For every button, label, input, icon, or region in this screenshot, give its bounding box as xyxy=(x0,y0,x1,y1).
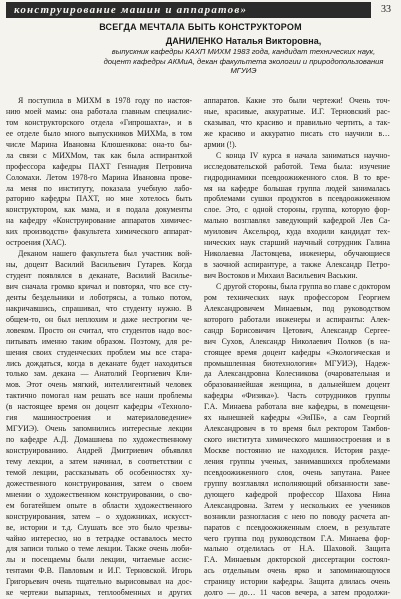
text-line: для записи только о теме лекции. Также очень люби- xyxy=(6,544,192,554)
text-line: группу возглавлял исполняющий обязанности заве- xyxy=(204,478,390,488)
text-line: армии (!). xyxy=(204,139,237,149)
text-line: мов. Этот очень мягкий, интеллигентный человек xyxy=(6,380,192,390)
text-line: Александровна. Затем у нескольких ее учеников xyxy=(204,500,390,510)
text-line: С конца IV курса я начала заниматься научно- xyxy=(216,150,390,160)
text-line: проблемами сушки продуктов в псевдоожиженном xyxy=(204,194,390,204)
text-line: только зам. декана — Анатолий Георгиевич Кли- xyxy=(6,369,192,379)
text-line: лы и посещаемы были лекции, читаемые ассис- xyxy=(6,555,192,565)
text-line: слое. Это, с одной стороны, группа, которую фор- xyxy=(204,205,390,215)
text-line: ловеком. Просто он считал, что студентов надо вос- xyxy=(6,325,192,335)
text-line: аппаратов. Какие это были чертежи! Очень точ- xyxy=(204,96,390,105)
text-line: ные, красивые, аккуратные. И.Г. Терновский рас- xyxy=(204,106,390,116)
text-line: (в настоящее время он доцент кафедры «Техноло- xyxy=(6,402,192,412)
author-affiliation-line: выпускник кафедры КАХП МИХМ 1983 года, кандидат технических наук, xyxy=(111,47,376,56)
text-line: Я поступила в МИХМ в 1978 году по настоя- xyxy=(18,96,192,105)
text-line: ления группы ученых, занимавшихся проблемами xyxy=(204,456,390,466)
text-line: питывать именно таким образом. Поэтому, для ре- xyxy=(6,336,192,346)
text-line: С другой стороны, была группа во главе с доктором xyxy=(216,281,390,291)
text-line: Москве постоянно не находился. История разде- xyxy=(204,446,390,455)
text-line: нию моей мамы: она работала главным специалис- xyxy=(6,106,192,116)
text-line: числе Марина Ивановна Клюшенкова: она-то бы- xyxy=(6,139,192,149)
text-line: которого работали инженеры и аспиранты: Алек- xyxy=(204,314,390,324)
text-line: ась отдельным очень ярко и запоминающуюся xyxy=(204,566,390,576)
text-line: по кафедре А.Д. Домашнева по художественному xyxy=(6,435,192,445)
author-affiliation-line: доцент кафедры АКМиА, декан факультета экологии и природопользования МГУИЭ xyxy=(103,56,384,76)
text-line: Николаевна Ластовцева, инженеры, обучающиеся xyxy=(204,249,390,259)
text-line: дующего кафедрой профессор Шахова Нина xyxy=(204,489,390,499)
page-number: 33 xyxy=(381,4,391,15)
article-title: ВСЕГДА МЕЧТАЛА БЫТЬ КОНСТРУКТОРОМ xyxy=(99,22,302,32)
text-line: вич сначала громко кричал и повторял, что все сту- xyxy=(6,281,192,291)
text-line: Соломахи. Летом 1978-го Марина Ивановна прове- xyxy=(6,172,192,182)
author-block xyxy=(100,36,387,76)
text-line: ях нынешней кафедры «ЭиПБ», а сам Георгий xyxy=(204,413,390,423)
text-line: конструктором, как мама, и я подала документы xyxy=(6,205,192,215)
text-line: на кафедру «Конструирование аппаратов химичес- xyxy=(6,216,192,226)
text-line: гия машиностроения и материаловедение» xyxy=(6,413,192,423)
text-line: возникли разногласия с нею по поводу расчета ап- xyxy=(204,511,390,521)
text-line: мя на кафедре большая группа людей занималась xyxy=(204,183,390,193)
text-line: паратов с псевдоожиженным слоем, в результате xyxy=(204,522,390,532)
text-line: ее отделе было много выпускников МИХМа, в том xyxy=(6,128,192,138)
text-line: мнении о художественном конструировании, о сво- xyxy=(6,489,192,499)
text-line: стоящее время доцент кафедры «Экологическая и xyxy=(204,347,390,357)
text-line: вич Востоков и Михаил Васильевич Васькин. xyxy=(204,271,358,280)
text-line: долго — до… 11 часов вечера, а затем продолжи- xyxy=(204,588,390,598)
text-line: вич Сухов, Александр Николаевич Полков (в на- xyxy=(204,336,390,346)
text-line: дожественного конструирования, затем о своем xyxy=(6,478,192,488)
text-line: ких производств» факультета химического аппарат- xyxy=(6,227,192,237)
text-line: чайно интересно, но в тетрадке оставалось место xyxy=(6,533,192,543)
text-line: чего группа под руководством Г.А. Минаева фор- xyxy=(204,533,390,543)
text-line: ке чертежи выпарных, теплообменных и других xyxy=(6,588,192,598)
text-line: тактично помогал нам решать все наши проблемы xyxy=(6,391,192,401)
text-line: мально возглавлял заведующий кафедрой Лев Са- xyxy=(204,216,390,226)
text-line: Александровичем Минаевым, под руководством xyxy=(204,303,390,313)
text-line: же красиво и аккуратно писать сто научили в… xyxy=(204,128,390,138)
text-line: тентами Ф.В. Павловым и И.Г. Терновской. Игорь xyxy=(6,566,192,576)
author-name: ДАНИЛЕНКО Наталья Викторовна, xyxy=(165,36,322,46)
text-line: образованнейшая женщина, в дальнейшем доцент xyxy=(204,380,390,390)
text-line: кафедры «Физика»). Часть сотрудников группы xyxy=(204,391,390,401)
text-line: муилович Аксельрод, куда входили кандидат тех- xyxy=(204,227,390,237)
text-line: конструированию. Андрей Дмитриевич объявлял xyxy=(6,446,192,455)
text-line: Григорьевич очень тщательно вырисовывал на дос- xyxy=(6,577,192,587)
text-line: ла связи с МИХМом, так как была аспиранткой xyxy=(6,150,192,160)
text-column-right xyxy=(204,96,390,599)
text-line: раторию кафедры ПАХТ, но мне хотелось быть xyxy=(6,194,192,204)
text-line: денты бездельники и лоботрясы, а только потом, xyxy=(6,292,192,302)
text-line: шения своих студенческих проблем мы все стара- xyxy=(6,347,192,357)
text-line: Г.А. Минаевым докторской диссертации состоял- xyxy=(204,555,390,565)
text-line: ла меня по институту, показала учебную лабо- xyxy=(6,183,192,193)
text-line: остроения (ХАС). xyxy=(6,238,67,248)
text-line: тему лекции, а затем начинал, в соответствии с xyxy=(6,456,192,466)
text-line: ем богатейшем опыте в области художественного xyxy=(6,500,192,510)
text-line: мально отделилась от Н.А. Шаховой. Защита xyxy=(204,544,390,554)
text-line: ны, доцент Василий Васильевич Гутарев. Когда xyxy=(6,260,192,270)
text-line: Деканом нашего факультета был участник вой- xyxy=(18,249,192,259)
text-line: нических наук старший научный сотрудник Галина xyxy=(204,238,390,248)
text-line: сандр Борисовичич Цетович, Александр Сергее- xyxy=(204,325,390,335)
text-line: конструирования, затем – о художниках, искусст- xyxy=(6,511,192,521)
text-line: темой лекции, рассказывать об особенностях ху- xyxy=(6,467,192,477)
text-line: гидродинамики псевдоожиженного слоя. В то вре- xyxy=(204,172,390,182)
text-line: промышленная биотехнология» МГУИЭ), Надеж- xyxy=(204,358,390,368)
text-line: псевдоожиженного слоя, очень запутана. Ранее xyxy=(204,467,390,477)
text-column-left xyxy=(6,96,192,599)
text-line: страницу истории кафедры. Защита длилась очень xyxy=(204,577,390,587)
running-header xyxy=(6,2,371,18)
text-line: студент появлялся в деканате, Василий Василье- xyxy=(6,271,192,280)
text-line: ром технических наук профессором Георгием xyxy=(204,292,390,302)
text-line: МГУИЭ). Очень запомнились интересные лекции xyxy=(6,424,192,434)
text-line: сказывал, что красиво и правильно чертить, а так- xyxy=(204,117,390,127)
text-line: ского института химического машиностроения и в xyxy=(204,435,390,445)
text-line: профессора кафедры ПАХТ Геннадия Петровича xyxy=(6,161,192,171)
text-line: лись дождаться, когда в деканате будет находиться xyxy=(6,358,192,368)
text-line: Г.А. Минаева работала вне кафедры, в помещени- xyxy=(204,402,390,412)
text-line: том конструкторского отдела «Гипрошахта», и в xyxy=(6,117,192,127)
text-line: в заочной аспирантуре, а также Александр Петро- xyxy=(204,260,390,270)
text-line: ве, истории и т.д. Слушать все это было чрезвы- xyxy=(6,522,192,532)
text-line: накричавшись, спрашивал, что студенту нужно. В xyxy=(6,303,192,313)
text-line: Александрович в то время был ректором Тамбов- xyxy=(204,424,390,434)
running-title: конструирование машин и аппаратов» xyxy=(14,4,248,16)
text-line: исследовательской работой. Тема была: изучение xyxy=(204,161,390,171)
text-line: общем-то, он был неплохим и даже нестрогим че- xyxy=(6,314,192,324)
text-line: да Александровна Колесникова (очаровательная и xyxy=(204,369,390,379)
